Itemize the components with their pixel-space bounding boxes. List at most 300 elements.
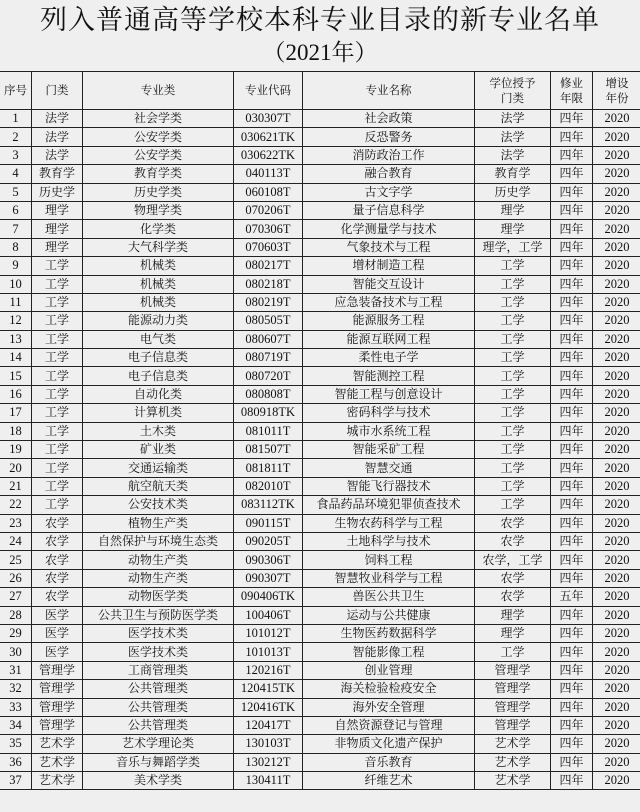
table-row [0, 349, 640, 367]
cell-index: 34 [0, 716, 32, 734]
cell-duration: 四年 [551, 312, 593, 330]
table-row [0, 404, 640, 422]
cell-major-code: 081011T [234, 422, 303, 440]
cell-year: 2020 [593, 385, 640, 403]
cell-index: 36 [0, 753, 32, 771]
cell-major-class: 美术学类 [83, 772, 234, 790]
cell-discipline: 农学 [32, 569, 83, 587]
cell-year: 2020 [593, 698, 640, 716]
table-body [0, 110, 640, 790]
cell-degree: 农学 [475, 514, 551, 532]
cell-degree: 工学 [475, 275, 551, 293]
cell-major-code: 080219T [234, 293, 303, 311]
cell-major-name: 智能工程与创意设计 [303, 385, 475, 403]
cell-major-code: 030621TK [234, 128, 303, 146]
table-row [0, 385, 640, 403]
cell-index: 14 [0, 349, 32, 367]
cell-major-class: 公安学类 [83, 128, 234, 146]
cell-year: 2020 [593, 330, 640, 348]
cell-major-name: 能源互联网工程 [303, 330, 475, 348]
cell-major-class: 大气科学类 [83, 238, 234, 256]
cell-duration: 四年 [551, 643, 593, 661]
cell-major-code: 130103T [234, 735, 303, 753]
cell-duration: 四年 [551, 459, 593, 477]
cell-degree: 工学 [475, 459, 551, 477]
cell-degree: 理学 [475, 201, 551, 219]
cell-index: 20 [0, 459, 32, 477]
cell-degree: 法学 [475, 128, 551, 146]
cell-major-code: 060108T [234, 183, 303, 201]
cell-duration: 四年 [551, 624, 593, 642]
cell-discipline: 教育学 [32, 165, 83, 183]
cell-major-class: 社会学类 [83, 110, 234, 128]
cell-major-code: 030307T [234, 110, 303, 128]
cell-index: 21 [0, 477, 32, 495]
cell-degree: 艺术学 [475, 753, 551, 771]
table-row [0, 772, 640, 790]
cell-major-class: 工商管理类 [83, 661, 234, 679]
cell-major-class: 电气类 [83, 330, 234, 348]
cell-major-name: 智能交互设计 [303, 275, 475, 293]
cell-duration: 四年 [551, 532, 593, 550]
header-major-code: 专业代码 [234, 72, 303, 110]
cell-degree: 工学 [475, 367, 551, 385]
cell-major-code: 120415TK [234, 680, 303, 698]
cell-discipline: 历史学 [32, 183, 83, 201]
cell-major-class: 机械类 [83, 293, 234, 311]
cell-index: 6 [0, 201, 32, 219]
cell-major-code: 101013T [234, 643, 303, 661]
cell-major-name: 古文字学 [303, 183, 475, 201]
table-row [0, 551, 640, 569]
cell-degree: 管理学 [475, 661, 551, 679]
cell-discipline: 管理学 [32, 698, 83, 716]
header-major-name: 专业名称 [303, 72, 475, 110]
cell-major-code: 080607T [234, 330, 303, 348]
cell-duration: 四年 [551, 330, 593, 348]
cell-duration: 四年 [551, 496, 593, 514]
table-row [0, 275, 640, 293]
cell-duration: 四年 [551, 146, 593, 164]
cell-index: 23 [0, 514, 32, 532]
cell-major-class: 计算机类 [83, 404, 234, 422]
cell-duration: 四年 [551, 477, 593, 495]
table-header-row [0, 72, 640, 110]
table-row [0, 422, 640, 440]
cell-index: 28 [0, 606, 32, 624]
cell-index: 17 [0, 404, 32, 422]
cell-major-code: 080720T [234, 367, 303, 385]
cell-discipline: 工学 [32, 459, 83, 477]
table-row [0, 496, 640, 514]
cell-index: 13 [0, 330, 32, 348]
cell-degree: 教育学 [475, 165, 551, 183]
cell-major-code: 090406TK [234, 588, 303, 606]
cell-discipline: 艺术学 [32, 753, 83, 771]
cell-discipline: 农学 [32, 588, 83, 606]
cell-major-class: 动物医学类 [83, 588, 234, 606]
table-row [0, 165, 640, 183]
cell-duration: 四年 [551, 257, 593, 275]
cell-duration: 四年 [551, 753, 593, 771]
cell-year: 2020 [593, 128, 640, 146]
cell-duration: 四年 [551, 128, 593, 146]
cell-major-code: 090307T [234, 569, 303, 587]
cell-degree: 管理学 [475, 698, 551, 716]
cell-degree: 法学 [475, 110, 551, 128]
cell-discipline: 法学 [32, 128, 83, 146]
cell-discipline: 工学 [32, 349, 83, 367]
cell-year: 2020 [593, 735, 640, 753]
cell-discipline: 管理学 [32, 661, 83, 679]
cell-year: 2020 [593, 238, 640, 256]
cell-year: 2020 [593, 496, 640, 514]
table-row [0, 588, 640, 606]
cell-discipline: 工学 [32, 257, 83, 275]
cell-year: 2020 [593, 532, 640, 550]
cell-degree: 农学，工学 [475, 551, 551, 569]
cell-duration: 四年 [551, 349, 593, 367]
cell-discipline: 工学 [32, 330, 83, 348]
table-row [0, 257, 640, 275]
cell-index: 29 [0, 624, 32, 642]
cell-duration: 四年 [551, 735, 593, 753]
cell-major-class: 医学技术类 [83, 643, 234, 661]
cell-degree: 工学 [475, 496, 551, 514]
cell-degree: 工学 [475, 422, 551, 440]
cell-year: 2020 [593, 624, 640, 642]
cell-year: 2020 [593, 183, 640, 201]
cell-discipline: 工学 [32, 312, 83, 330]
table-row [0, 201, 640, 219]
cell-major-name: 土地科学与技术 [303, 532, 475, 550]
cell-discipline: 管理学 [32, 716, 83, 734]
cell-degree: 理学 [475, 220, 551, 238]
cell-index: 33 [0, 698, 32, 716]
cell-major-class: 电子信息类 [83, 349, 234, 367]
cell-degree: 法学 [475, 146, 551, 164]
cell-major-name: 智慧牧业科学与工程 [303, 569, 475, 587]
cell-degree: 工学 [475, 257, 551, 275]
cell-major-class: 公安技术类 [83, 496, 234, 514]
cell-index: 3 [0, 146, 32, 164]
cell-discipline: 工学 [32, 293, 83, 311]
cell-discipline: 艺术学 [32, 735, 83, 753]
cell-duration: 四年 [551, 680, 593, 698]
cell-major-name: 智能飞行器技术 [303, 477, 475, 495]
cell-major-name: 生物医药数据科学 [303, 624, 475, 642]
cell-year: 2020 [593, 772, 640, 790]
cell-discipline: 工学 [32, 477, 83, 495]
cell-major-code: 030622TK [234, 146, 303, 164]
cell-duration: 四年 [551, 606, 593, 624]
cell-major-name: 海外安全管理 [303, 698, 475, 716]
cell-year: 2020 [593, 110, 640, 128]
cell-major-name: 应急装备技术与工程 [303, 293, 475, 311]
table-row [0, 643, 640, 661]
cell-major-name: 柔性电子学 [303, 349, 475, 367]
cell-major-code: 080505T [234, 312, 303, 330]
cell-index: 9 [0, 257, 32, 275]
cell-major-code: 080808T [234, 385, 303, 403]
cell-major-code: 130212T [234, 753, 303, 771]
cell-index: 26 [0, 569, 32, 587]
cell-major-class: 化学类 [83, 220, 234, 238]
cell-major-name: 智能影像工程 [303, 643, 475, 661]
cell-degree: 管理学 [475, 716, 551, 734]
cell-major-code: 070306T [234, 220, 303, 238]
cell-duration: 四年 [551, 238, 593, 256]
cell-discipline: 法学 [32, 146, 83, 164]
cell-index: 4 [0, 165, 32, 183]
cell-major-code: 080918TK [234, 404, 303, 422]
header-year: 增设年份 [593, 72, 640, 110]
cell-degree: 农学 [475, 532, 551, 550]
cell-year: 2020 [593, 201, 640, 219]
cell-duration: 四年 [551, 441, 593, 459]
cell-duration: 四年 [551, 385, 593, 403]
table-row [0, 441, 640, 459]
cell-index: 15 [0, 367, 32, 385]
table-row [0, 753, 640, 771]
cell-major-name: 消防政治工作 [303, 146, 475, 164]
cell-major-code: 080217T [234, 257, 303, 275]
cell-major-class: 航空航天类 [83, 477, 234, 495]
cell-year: 2020 [593, 661, 640, 679]
table-row [0, 367, 640, 385]
table-row [0, 477, 640, 495]
cell-discipline: 法学 [32, 110, 83, 128]
cell-index: 35 [0, 735, 32, 753]
cell-index: 25 [0, 551, 32, 569]
table-row [0, 110, 640, 128]
table-row [0, 459, 640, 477]
cell-degree: 农学 [475, 588, 551, 606]
cell-major-name: 非物质文化遗产保护 [303, 735, 475, 753]
cell-major-name: 气象技术与工程 [303, 238, 475, 256]
cell-discipline: 医学 [32, 606, 83, 624]
cell-year: 2020 [593, 404, 640, 422]
cell-duration: 四年 [551, 183, 593, 201]
header-index: 序号 [0, 72, 32, 110]
cell-index: 32 [0, 680, 32, 698]
table-row [0, 680, 640, 698]
cell-year: 2020 [593, 753, 640, 771]
cell-major-class: 自动化类 [83, 385, 234, 403]
table-row [0, 128, 640, 146]
header-major-class: 专业类 [83, 72, 234, 110]
cell-major-class: 机械类 [83, 257, 234, 275]
cell-major-code: 082010T [234, 477, 303, 495]
header-discipline: 门类 [32, 72, 83, 110]
cell-major-name: 音乐教育 [303, 753, 475, 771]
cell-degree: 工学 [475, 477, 551, 495]
table-row [0, 569, 640, 587]
cell-major-class: 公共管理类 [83, 680, 234, 698]
cell-year: 2020 [593, 441, 640, 459]
cell-year: 2020 [593, 514, 640, 532]
cell-major-name: 饲料工程 [303, 551, 475, 569]
cell-major-code: 080218T [234, 275, 303, 293]
cell-major-name: 增材制造工程 [303, 257, 475, 275]
cell-major-code: 081811T [234, 459, 303, 477]
cell-discipline: 工学 [32, 404, 83, 422]
cell-degree: 理学 [475, 606, 551, 624]
cell-major-code: 083112TK [234, 496, 303, 514]
table-row [0, 220, 640, 238]
cell-duration: 四年 [551, 716, 593, 734]
cell-year: 2020 [593, 293, 640, 311]
cell-duration: 四年 [551, 422, 593, 440]
cell-discipline: 医学 [32, 624, 83, 642]
cell-year: 2020 [593, 146, 640, 164]
cell-year: 2020 [593, 588, 640, 606]
cell-major-code: 040113T [234, 165, 303, 183]
cell-major-class: 公共管理类 [83, 698, 234, 716]
cell-major-code: 100406T [234, 606, 303, 624]
cell-major-class: 音乐与舞蹈学类 [83, 753, 234, 771]
cell-major-class: 矿业类 [83, 441, 234, 459]
cell-major-class: 自然保护与环境生态类 [83, 532, 234, 550]
document-title: 列入普通高等学校本科专业目录的新专业名单 [40, 5, 600, 36]
cell-major-code: 081507T [234, 441, 303, 459]
cell-discipline: 工学 [32, 385, 83, 403]
cell-year: 2020 [593, 716, 640, 734]
cell-major-class: 动物生产类 [83, 551, 234, 569]
cell-index: 8 [0, 238, 32, 256]
cell-year: 2020 [593, 165, 640, 183]
cell-major-code: 080719T [234, 349, 303, 367]
cell-duration: 四年 [551, 772, 593, 790]
cell-discipline: 医学 [32, 643, 83, 661]
cell-duration: 四年 [551, 698, 593, 716]
cell-major-name: 密码科学与技术 [303, 404, 475, 422]
table-row [0, 606, 640, 624]
cell-discipline: 工学 [32, 275, 83, 293]
cell-major-class: 植物生产类 [83, 514, 234, 532]
cell-duration: 五年 [551, 588, 593, 606]
cell-degree: 工学 [475, 385, 551, 403]
cell-degree: 工学 [475, 330, 551, 348]
cell-year: 2020 [593, 257, 640, 275]
cell-index: 10 [0, 275, 32, 293]
cell-index: 24 [0, 532, 32, 550]
cell-major-code: 090205T [234, 532, 303, 550]
cell-discipline: 管理学 [32, 680, 83, 698]
cell-year: 2020 [593, 220, 640, 238]
cell-degree: 理学，工学 [475, 238, 551, 256]
cell-discipline: 理学 [32, 238, 83, 256]
cell-major-code: 090306T [234, 551, 303, 569]
cell-discipline: 工学 [32, 496, 83, 514]
cell-discipline: 农学 [32, 551, 83, 569]
cell-major-class: 教育学类 [83, 165, 234, 183]
cell-degree: 工学 [475, 349, 551, 367]
cell-index: 16 [0, 385, 32, 403]
cell-index: 31 [0, 661, 32, 679]
cell-duration: 四年 [551, 404, 593, 422]
cell-discipline: 农学 [32, 532, 83, 550]
cell-year: 2020 [593, 569, 640, 587]
cell-index: 19 [0, 441, 32, 459]
cell-degree: 工学 [475, 312, 551, 330]
cell-index: 30 [0, 643, 32, 661]
cell-major-class: 能源动力类 [83, 312, 234, 330]
cell-major-class: 动物生产类 [83, 569, 234, 587]
cell-major-code: 120416TK [234, 698, 303, 716]
cell-degree: 农学 [475, 569, 551, 587]
cell-degree: 管理学 [475, 680, 551, 698]
cell-major-class: 医学技术类 [83, 624, 234, 642]
cell-year: 2020 [593, 349, 640, 367]
cell-major-name: 社会政策 [303, 110, 475, 128]
cell-duration: 四年 [551, 367, 593, 385]
cell-year: 2020 [593, 606, 640, 624]
cell-major-name: 自然资源登记与管理 [303, 716, 475, 734]
cell-duration: 四年 [551, 165, 593, 183]
cell-major-name: 城市水系统工程 [303, 422, 475, 440]
cell-major-name: 运动与公共健康 [303, 606, 475, 624]
cell-degree: 历史学 [475, 183, 551, 201]
cell-duration: 四年 [551, 275, 593, 293]
table-row [0, 716, 640, 734]
cell-major-name: 纤维艺术 [303, 772, 475, 790]
table-row [0, 293, 640, 311]
cell-degree: 工学 [475, 293, 551, 311]
cell-discipline: 理学 [32, 220, 83, 238]
cell-major-name: 融合教育 [303, 165, 475, 183]
table-row [0, 735, 640, 753]
cell-index: 22 [0, 496, 32, 514]
cell-major-class: 公共卫生与预防医学类 [83, 606, 234, 624]
cell-major-code: 070206T [234, 201, 303, 219]
cell-major-name: 量子信息科学 [303, 201, 475, 219]
cell-degree: 艺术学 [475, 735, 551, 753]
cell-discipline: 工学 [32, 422, 83, 440]
cell-major-code: 120216T [234, 661, 303, 679]
header-duration: 修业年限 [551, 72, 593, 110]
table-row [0, 661, 640, 679]
cell-major-code: 070603T [234, 238, 303, 256]
cell-major-class: 机械类 [83, 275, 234, 293]
cell-degree: 工学 [475, 404, 551, 422]
cell-discipline: 艺术学 [32, 772, 83, 790]
cell-year: 2020 [593, 551, 640, 569]
cell-year: 2020 [593, 367, 640, 385]
table-row [0, 514, 640, 532]
cell-duration: 四年 [551, 514, 593, 532]
table-row [0, 146, 640, 164]
table-row [0, 624, 640, 642]
cell-major-name: 兽医公共卫生 [303, 588, 475, 606]
cell-year: 2020 [593, 680, 640, 698]
table-row [0, 330, 640, 348]
document-subtitle: （2021年） [262, 40, 378, 65]
cell-duration: 四年 [551, 569, 593, 587]
cell-major-name: 化学测量学与技术 [303, 220, 475, 238]
cell-major-name: 海关检验检疫安全 [303, 680, 475, 698]
cell-major-name: 食品药品环境犯罪侦查技术 [303, 496, 475, 514]
header-degree: 学位授予门类 [475, 72, 551, 110]
cell-major-name: 生物农药科学与工程 [303, 514, 475, 532]
cell-major-class: 交通运输类 [83, 459, 234, 477]
cell-major-class: 物理学类 [83, 201, 234, 219]
cell-major-code: 130411T [234, 772, 303, 790]
cell-year: 2020 [593, 275, 640, 293]
cell-index: 12 [0, 312, 32, 330]
cell-year: 2020 [593, 312, 640, 330]
table-row [0, 238, 640, 256]
